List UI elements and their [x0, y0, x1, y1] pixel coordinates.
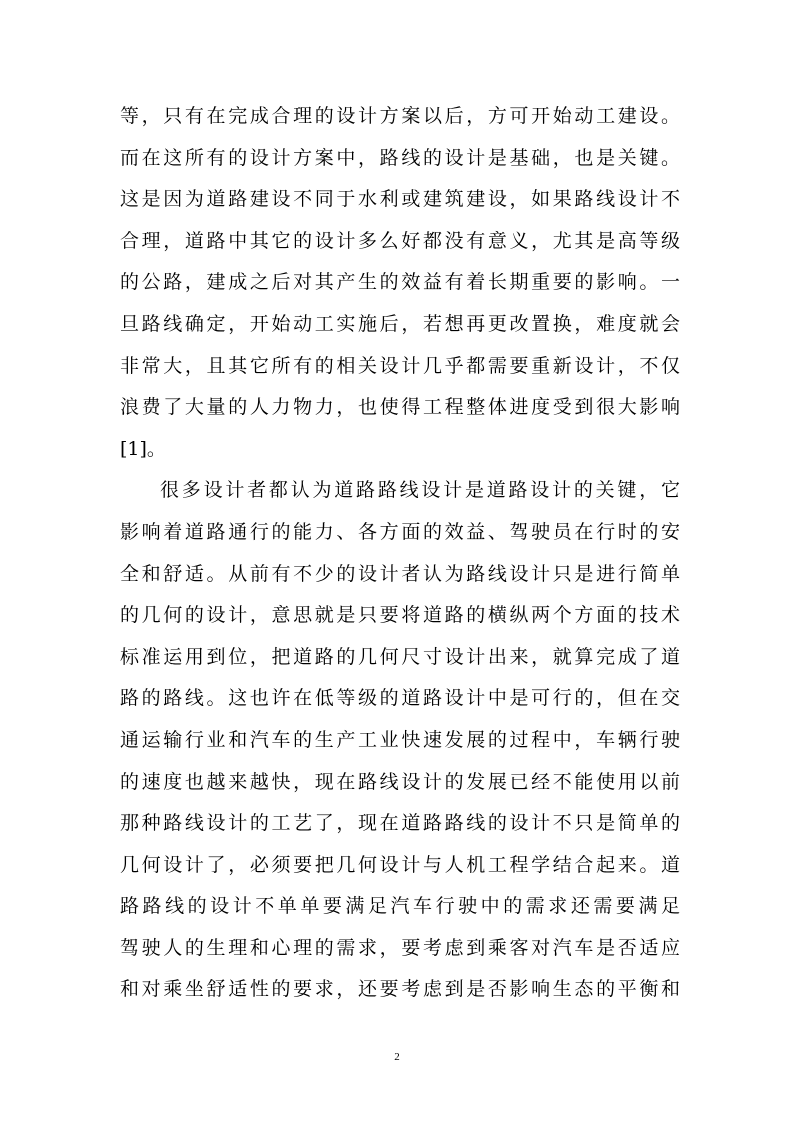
text-line: 那种路线设计的工艺了，现在道路路线的设计不只是简单的 [120, 812, 680, 835]
text-line: 的公路，建成之后对其产生的效益有着长期重要的影响。一 [120, 271, 680, 294]
text-line: 路的路线。这也许在低等级的道路设计中是可行的，但在交 [120, 687, 680, 710]
text-line: 标准运用到位，把道路的几何尺寸设计出来，就算完成了道 [120, 645, 680, 668]
text-line: 这是因为道路建设不同于水利或建筑建设，如果路线设计不 [120, 188, 680, 211]
text-line: 路路线的设计不单单要满足汽车行驶中的需求还需要满足 [120, 895, 680, 918]
text-line: 等，只有在完成合理的设计方案以后，方可开始动工建设。 [120, 105, 680, 127]
text-line: 浪费了大量的人力物力，也使得工程整体进度受到很大影响 [120, 396, 680, 419]
text-line: 旦路线确定，开始动工实施后，若想再更改置换，难度就会 [120, 312, 680, 335]
text-line: 几何设计了，必须要把几何设计与人机工程学结合起来。道 [120, 853, 680, 876]
text-line: 驾驶人的生理和心理的需求，要考虑到乘客对汽车是否适应 [120, 936, 680, 959]
citation-line: [1]。 [120, 437, 166, 460]
body-text [120, 96, 680, 1011]
text-line: 而在这所有的设计方案中，路线的设计是基础，也是关键。 [120, 146, 680, 169]
text-line: 非常大，且其它所有的相关设计几乎都需要重新设计，不仅 [120, 354, 680, 377]
text-line: 的几何的设计，意思就是只要将道路的横纵两个方面的技术 [120, 604, 680, 627]
text-line: 影响着道路通行的能力、各方面的效益、驾驶员在行时的安 [120, 520, 680, 543]
paragraph-first-line: 很多设计者都认为道路路线设计是道路设计的关键，它 [160, 479, 680, 502]
text-line: 的速度也越来越快，现在路线设计的发展已经不能使用以前 [120, 770, 680, 793]
page-number: 2 [394, 1051, 400, 1063]
text-line: 通运输行业和汽车的生产工业快速发展的过程中，车辆行驶 [120, 728, 680, 751]
text-line: 合理，道路中其它的设计多么好都没有意义，尤其是高等级 [120, 229, 680, 252]
text-line: 和对乘坐舒适性的要求，还要考虑到是否影响生态的平衡和 [120, 978, 680, 1001]
text-line: 全和舒适。从前有不少的设计者认为路线设计只是进行简单 [120, 562, 680, 585]
